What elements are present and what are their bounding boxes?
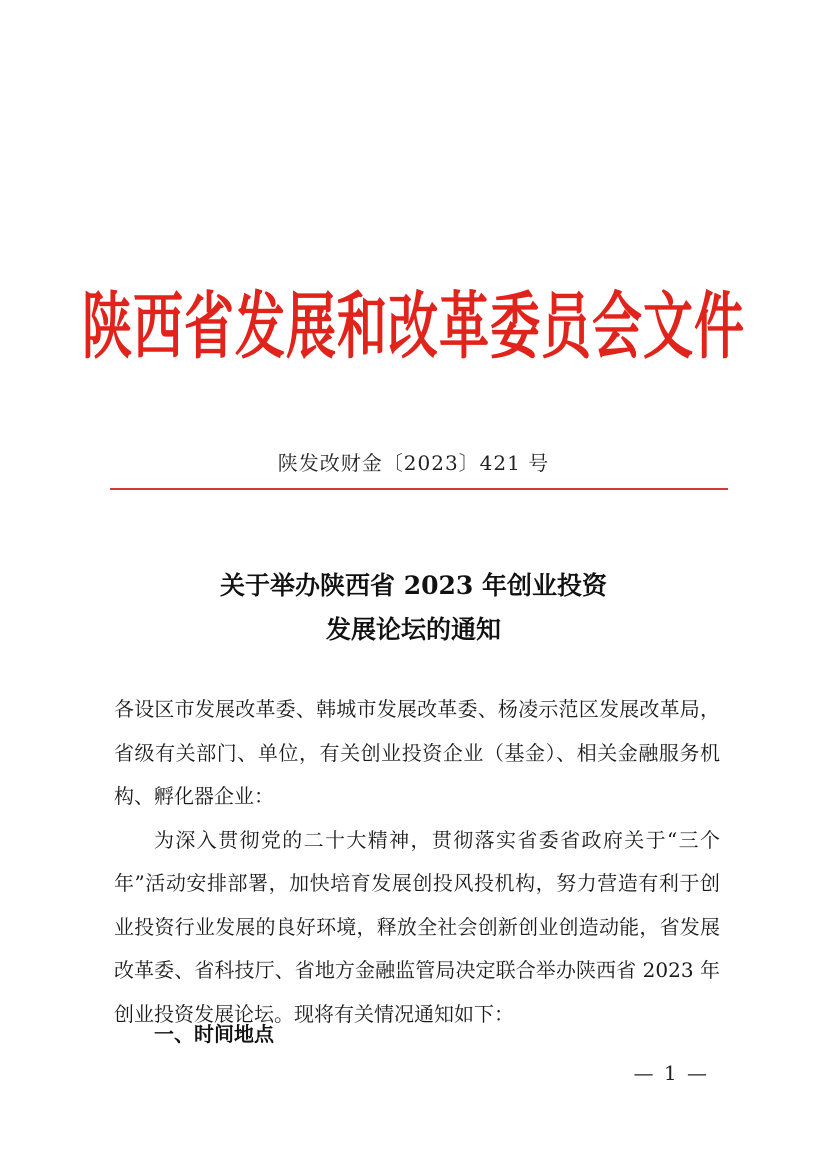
- document-number: 陕发改财金〔2023〕421 号: [277, 451, 550, 475]
- notice-title-line-2: 发展论坛的通知: [325, 615, 501, 644]
- notice-title-line-1: 关于举办陕西省 2023 年创业投资: [220, 571, 607, 600]
- section-heading-time-location: 一、时间地点: [154, 1022, 274, 1046]
- recipients-paragraph: 各设区市发展改革委、韩城市发展改革委、杨凌示范区发展改革局，省级有关部门、单位，有关创业投资企业（基金）、相关金融服务机构、孵化器企业：: [114, 697, 720, 808]
- intro-paragraph: 为深入贯彻党的二十大精神，贯彻落实省委省政府关于“三个年”活动安排部署，加快培育发展创投风投机构，努力营造有利于创业投资行业发展的良好环境，释放全社会创新创业创造动能，省发展改革委、省科技厅、省地方金融监管局决定联合举办陕西省 2023 年创业投资发展论坛。现将有关情况通知如下：: [114, 827, 720, 1026]
- red-separator-rule: [110, 488, 728, 490]
- body-text: [114, 688, 720, 1036]
- page-number: — 1 —: [633, 1061, 709, 1085]
- notice-title: [0, 564, 827, 652]
- issuer-header-title: 陕西省发展和改革委员会文件: [82, 283, 745, 370]
